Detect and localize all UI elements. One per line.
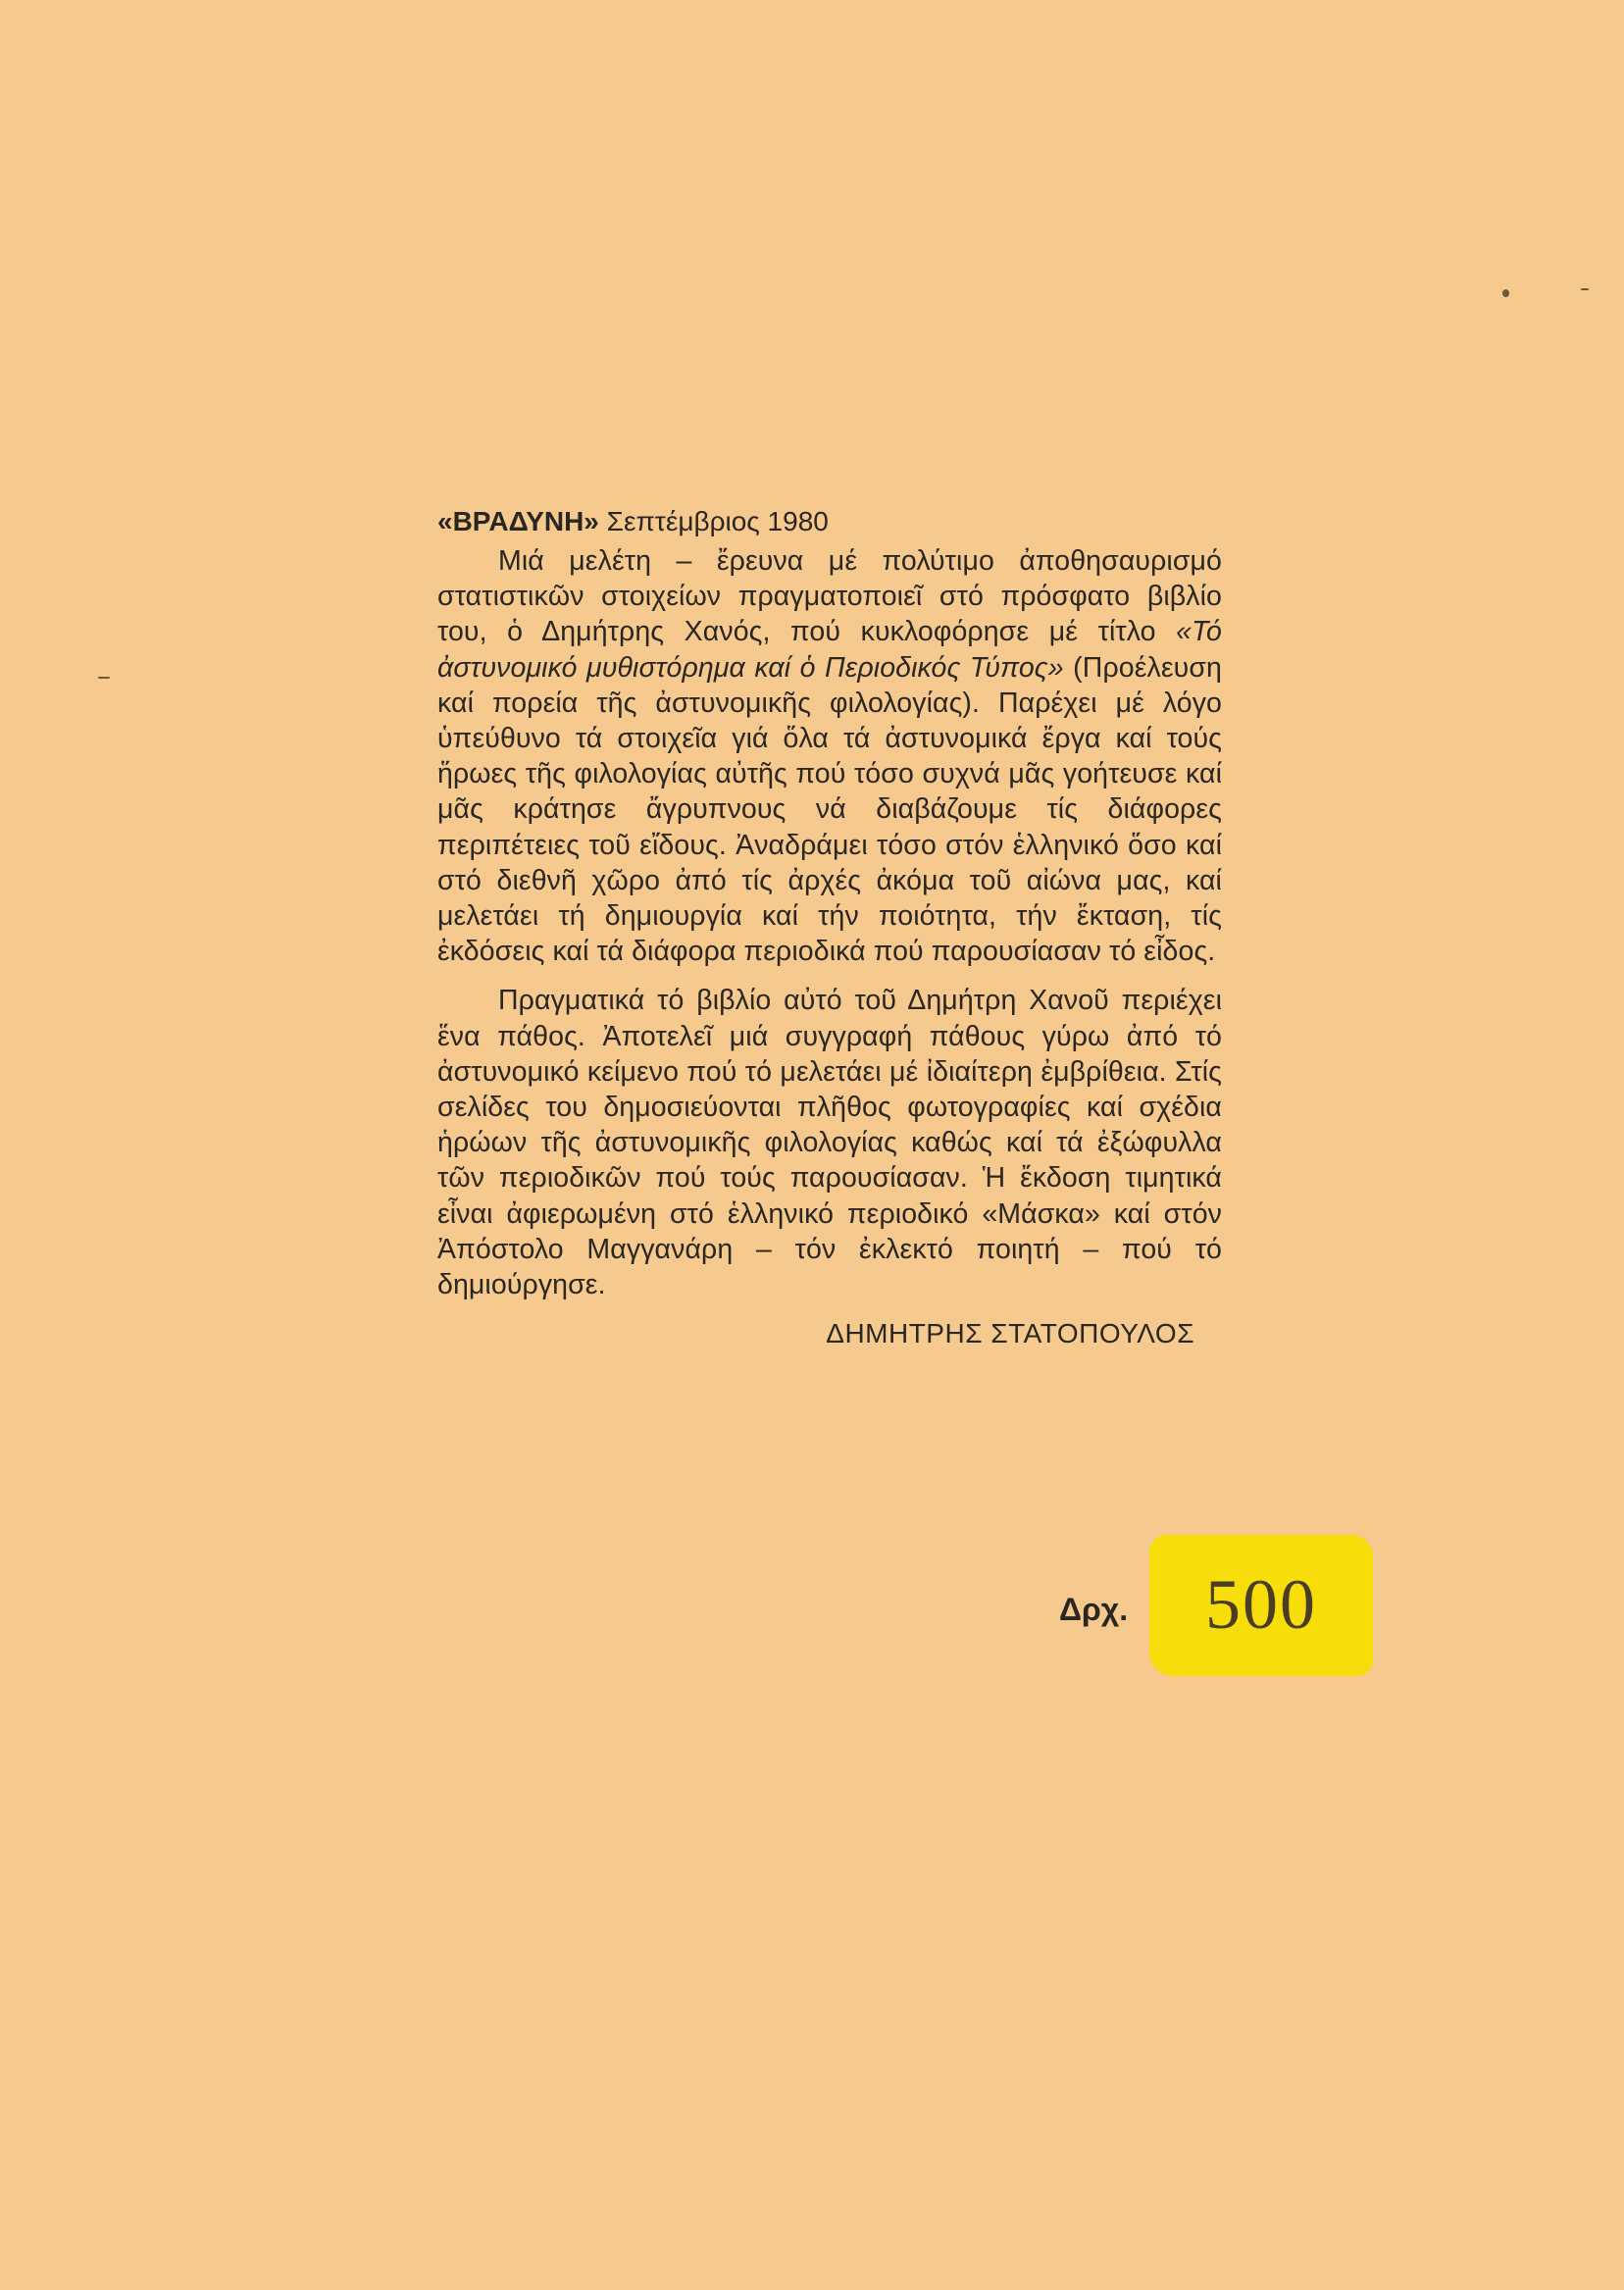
- paper-speck: [1502, 289, 1509, 297]
- price-sticker: [1149, 1535, 1373, 1676]
- price-tag: [1059, 1535, 1373, 1682]
- review-heading: [437, 502, 1222, 541]
- review-paragraph-1-intro: Μιά μελέτη – ἔρευνα μέ πολύτιμο ἀποθησαυρισμό στατιστικῶν στοιχείων πραγματοποιεῖ στό πρόσφατο βιβλίο του, ὁ Δημήτρης Χανός, πού κυκλοφόρησε μέ τίτλο: [437, 545, 1222, 648]
- paper-speck: [98, 677, 110, 679]
- review-signature: ΔΗΜΗΤΡΗΣ ΣΤΑΤΟΠΟΥΛΟΣ: [826, 1318, 1194, 1349]
- review-date: Σεπτέμβριος 1980: [606, 506, 829, 536]
- paper-speck: [1581, 288, 1589, 290]
- review-paragraph-1-body: (Προέλευση καί πορεία τῆς ἀστυνομικῆς φιλολογίας). Παρέχει μέ λόγο ὑπεύθυνο τά στοιχεῖα γιά ὅλα τά ἀστυνομικά ἔργα καί τούς ἥρωες τῆς φιλολογίας αὐτῆς πού τόσο συχνά μᾶς γοήτευσε καί μᾶς κράτησε ἄγρυπνους νά διαβάζουμε τίς διάφορες περιπέτειες τοῦ εἴδους. Ἀναδράμει τόσο στόν ἑλληνικό ὅσο καί στό διεθνῆ χῶρο ἀπό τίς ἀρχές ἀκόμα τοῦ αἰώνα μας, καί μελετάει τή δημιουργία καί τήν ποιότητα, τήν ἔκταση, τίς ἐκδόσεις καί τά διάφορα περιοδικά πού παρουσίασαν τό εἶδος.: [437, 651, 1222, 968]
- book-title: «Τό ἀστυνομικό μυθιστόρημα καί ὁ Περιοδικός Τύπος»: [437, 616, 1222, 684]
- review-paragraph-1: [437, 543, 1222, 969]
- price-value: 500: [1205, 1565, 1317, 1644]
- review-source: «ΒΡΑΔΥΝΗ»: [437, 506, 599, 536]
- book-review: [437, 502, 1222, 1351]
- review-paragraph-2: Πραγματικά τό βιβλίο αὐτό τοῦ Δημήτρη Χανοῦ περιέχει ἕνα πάθος. Ἀποτελεῖ μιά συγγραφή πάθους γύρω ἀπό τό ἀστυνομικό κείμενο πού τό μελετάει μέ ἰδιαίτερη ἐμβρίθεια. Στίς σελίδες του δημοσιεύονται πλῆθος φωτογραφίες καί σχέδια ἡρώων τῆς ἀστυνομικῆς φιλολογίας καθώς καί τά ἐξώφυλλα τῶν περιοδικῶν πού τούς παρουσίασαν. Ἡ ἔκδοση τιμητικά εἶναι ἀφιερωμένη στό ἑλληνικό περιοδικό «Μάσκα» καί στόν Ἀπόστολο Μαγγανάρη – τόν ἐκλεκτό ποιητή – πού τό δημιούργησε.: [437, 985, 1222, 1301]
- price-currency-label: Δρχ.: [1059, 1592, 1129, 1627]
